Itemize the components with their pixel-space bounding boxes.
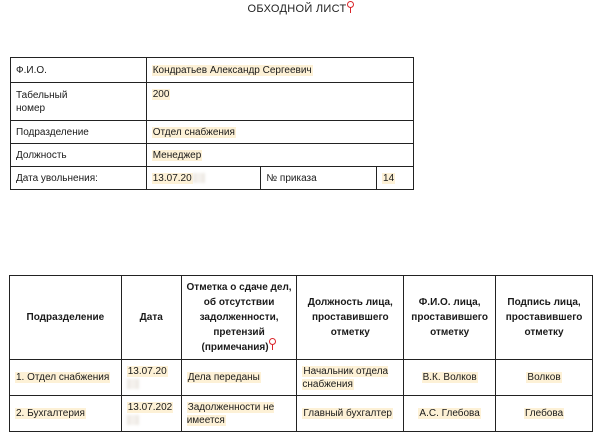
dismissal-date-label: Дата увольнения: [11, 167, 147, 190]
position-value: Менеджер [152, 149, 202, 161]
row-signature-cell [496, 360, 593, 396]
header-position: Должность лица, проставившего отметку [297, 276, 404, 360]
fio-value: Кондратьев Александр Сергеевич [152, 64, 312, 76]
fio-row [11, 58, 414, 83]
row-fio-cell [404, 396, 496, 432]
dismissal-date-cell [146, 167, 261, 190]
department-value: Отдел снабжения [152, 126, 235, 138]
fio-label: Ф.И.О. [11, 58, 147, 83]
row-fio: А.С. Глебова [419, 408, 480, 419]
header-note-text: Отметка о сдаче дел, об отсутствии задолженности, претензий (примечания) [186, 282, 292, 353]
row-fio-cell [404, 360, 496, 396]
row-department: 1. Отдел снабжения [16, 372, 110, 383]
row-date: 13.07.202 [127, 401, 173, 413]
dismissal-row [11, 167, 414, 190]
position-row [11, 144, 414, 167]
row-signature: Глебова [524, 408, 564, 419]
row-note: Задолженности не имеется [186, 401, 275, 426]
location-pin-icon [269, 340, 277, 350]
row-position-cell [297, 396, 404, 432]
header-department: Подразделение [10, 276, 122, 360]
tab-number-row [11, 83, 414, 121]
tab-number-label-line2: номер [16, 102, 46, 114]
redacted-year [193, 173, 205, 183]
row-note-cell [181, 360, 297, 396]
row-signature: Волков [527, 372, 561, 383]
row-department-cell [10, 396, 122, 432]
order-number-cell [377, 167, 414, 190]
row-date: 13.07.20 [127, 365, 167, 377]
header-signature: Подпись лица, проставившего отметку [496, 276, 593, 360]
header-note [181, 276, 297, 360]
tab-number-value: 200 [152, 89, 170, 100]
row-position-cell [297, 360, 404, 396]
row-date-cell [121, 396, 181, 432]
row-fio: В.К. Волков [422, 372, 477, 383]
row-department: 2. Бухгалтерия [16, 408, 85, 419]
department-label: Подразделение [11, 121, 147, 144]
row-signature-cell [496, 396, 593, 432]
tab-number-label-line1: Табельный [16, 89, 68, 101]
clearance-table [9, 275, 593, 432]
location-pin-icon [347, 3, 355, 13]
table-row [10, 396, 593, 432]
position-value-cell [146, 144, 413, 167]
dismissal-date-value: 13.07.20 [152, 172, 192, 184]
row-note-cell [181, 396, 297, 432]
header-date: Дата [121, 276, 181, 360]
document-title [0, 3, 602, 15]
clearance-header-row [10, 276, 593, 360]
row-note: Дела переданы [187, 372, 260, 383]
order-number-label: № приказа [261, 167, 377, 190]
tab-number-label [11, 83, 147, 121]
table-row [10, 360, 593, 396]
order-number-value: 14 [383, 172, 395, 184]
row-position: Главный бухгалтер [303, 408, 392, 419]
employee-info-table [10, 57, 414, 190]
row-position: Начальник отдела снабжения [302, 365, 389, 390]
row-department-cell [10, 360, 122, 396]
department-row [11, 121, 414, 144]
row-date-cell [121, 360, 181, 396]
redacted-year [127, 379, 139, 389]
department-value-cell [146, 121, 413, 144]
redacted-year [127, 415, 139, 425]
document-title-text: ОБХОДНОЙ ЛИСТ [247, 3, 347, 15]
fio-value-cell [146, 58, 413, 83]
position-label: Должность [11, 144, 147, 167]
tab-number-value-cell [146, 83, 413, 121]
header-fio: Ф.И.О. лица, проставившего отметку [404, 276, 496, 360]
